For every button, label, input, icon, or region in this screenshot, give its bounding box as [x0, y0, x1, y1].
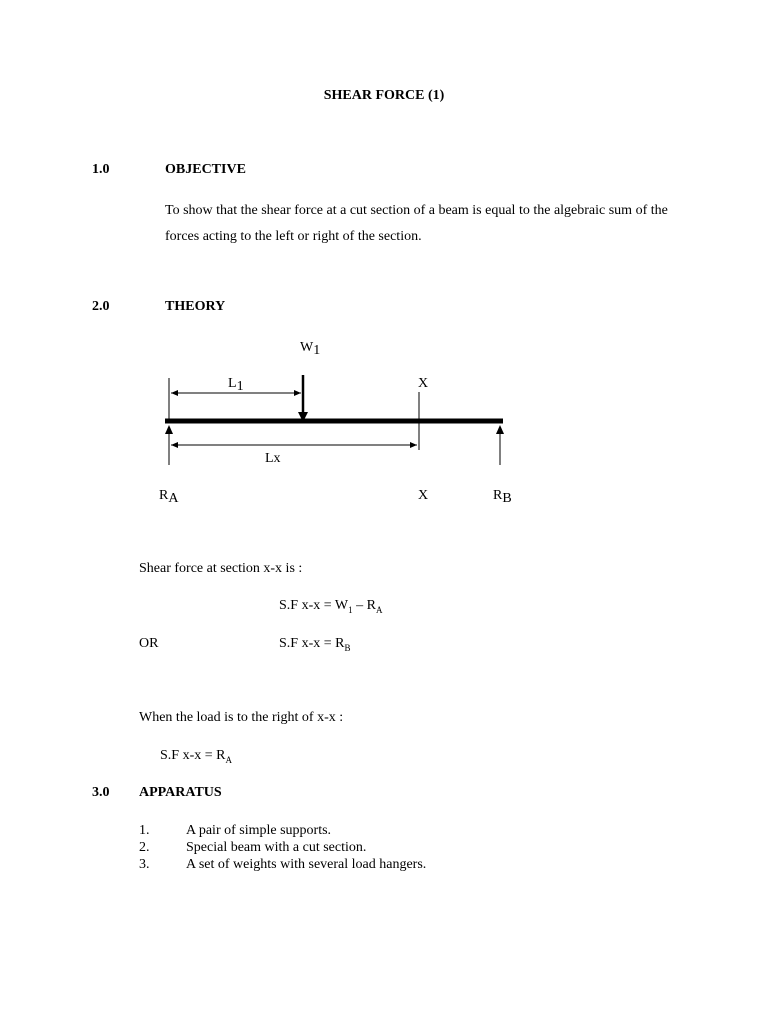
equation-3: S.F $x-x = R_A$	[160, 748, 232, 765]
section-x-top-label: X	[418, 376, 429, 391]
apparatus-item-number: 2.	[139, 840, 150, 855]
section-number-theory: 2.0	[92, 299, 110, 314]
apparatus-item: A set of weights with several load hangers.	[186, 857, 427, 872]
section-x-bottom-label: X	[418, 488, 429, 503]
section-heading-apparatus: APPARATUS	[139, 785, 222, 800]
lx-label: Lx	[265, 451, 281, 466]
l1-label: L1	[228, 376, 244, 394]
equation-1: S.F $x-x = W_1 - R_A$	[279, 598, 383, 615]
apparatus-item: Special beam with a cut section.	[186, 840, 367, 855]
section-heading-objective: OBJECTIVE	[165, 162, 246, 177]
objective-paragraph: To show that the shear force at a cut section of a beam is equal to the algebraic sum of the forces acting to the left or right of the section.	[165, 203, 668, 244]
reaction-a-label: RA	[159, 488, 179, 506]
shear-force-intro: Shear force at section x-x is :	[139, 561, 303, 576]
section-number-apparatus: 3.0	[92, 785, 110, 800]
page-title: SHEAR FORCE (1)	[323, 88, 445, 103]
reaction-b-label: RB	[493, 488, 512, 506]
apparatus-item-number: 3.	[139, 857, 150, 872]
apparatus-item: A pair of simple supports.	[186, 823, 332, 838]
section-number-objective: 1.0	[92, 162, 110, 177]
apparatus-item-number: 1.	[139, 823, 150, 838]
load-label: W1	[300, 340, 321, 358]
section-heading-theory: THEORY	[165, 299, 226, 314]
reaction-b-arrow-head	[496, 425, 504, 434]
reaction-a-arrow-head	[165, 425, 173, 434]
load-right-text: When the load is to the right of x-x :	[139, 710, 344, 725]
equation-2: S.F $x-x = R_B$	[279, 636, 351, 653]
or-label: OR	[139, 636, 159, 651]
